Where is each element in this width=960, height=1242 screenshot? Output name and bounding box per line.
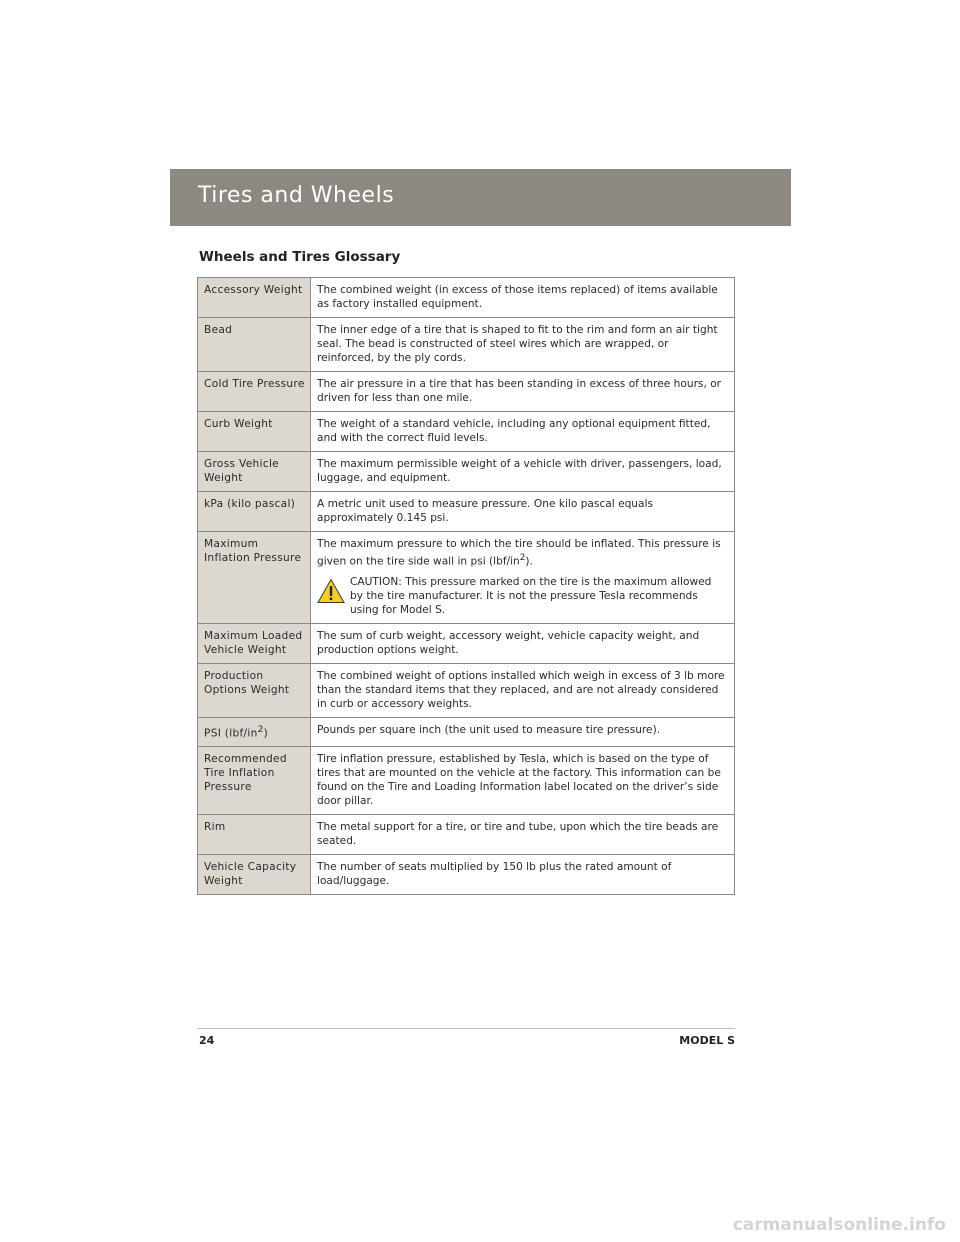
glossary-term: Maximum Loaded Vehicle Weight bbox=[198, 623, 311, 663]
glossary-term: Rim bbox=[198, 815, 311, 855]
glossary-term: Cold Tire Pressure bbox=[198, 372, 311, 412]
glossary-definition bbox=[311, 532, 735, 624]
definition-text-end: ). bbox=[525, 555, 533, 568]
caution-note bbox=[317, 575, 727, 617]
warning-triangle-icon bbox=[317, 578, 345, 604]
chapter-header-band bbox=[170, 169, 791, 226]
glossary-definition: A metric unit used to measure pressure. One kilo pascal equals approximately 0.145 psi. bbox=[311, 492, 735, 532]
glossary-row bbox=[198, 663, 735, 717]
glossary-definition: The weight of a standard vehicle, including any optional equipment fitted, and with the correct fluid levels. bbox=[311, 412, 735, 452]
glossary-row bbox=[198, 318, 735, 372]
glossary-definition: The combined weight (in excess of those items replaced) of items available as factory installed equipment. bbox=[311, 278, 735, 318]
glossary-row bbox=[198, 717, 735, 747]
term-text-main: PSI (lbf/in bbox=[204, 727, 258, 740]
superscript-2: 2 bbox=[257, 724, 264, 735]
glossary-row bbox=[198, 278, 735, 318]
glossary-row bbox=[198, 412, 735, 452]
page-number: 24 bbox=[199, 1034, 215, 1047]
glossary-row bbox=[198, 815, 735, 855]
glossary-row bbox=[198, 372, 735, 412]
caution-text: CAUTION: This pressure marked on the tire is the maximum allowed by the tire manufacturer. It is not the pressure Tesla recommends using for Model S. bbox=[350, 575, 712, 616]
glossary-definition: The number of seats multiplied by 150 lb plus the rated amount of load/luggage. bbox=[311, 855, 735, 895]
glossary-definition: The maximum permissible weight of a vehicle with driver, passengers, load, luggage, and equipment. bbox=[311, 452, 735, 492]
glossary-term: kPa (kilo pascal) bbox=[198, 492, 311, 532]
definition-text bbox=[317, 537, 727, 569]
glossary-term: Recommended Tire Inflation Pressure bbox=[198, 747, 311, 815]
footer-model-name: MODEL S bbox=[679, 1034, 735, 1047]
glossary-term: Maximum Inflation Pressure bbox=[198, 532, 311, 624]
glossary-definition: The inner edge of a tire that is shaped to fit to the rim and form an air tight seal. The bead is constructed of steel wires which are wrapped, or reinforced, by the ply cords. bbox=[311, 318, 735, 372]
term-text-end: ) bbox=[263, 727, 269, 740]
chapter-title: Tires and Wheels bbox=[198, 183, 395, 208]
glossary-row bbox=[198, 492, 735, 532]
glossary-row bbox=[198, 855, 735, 895]
glossary-term: Vehicle Capacity Weight bbox=[198, 855, 311, 895]
glossary-term: Production Options Weight bbox=[198, 663, 311, 717]
site-watermark: carmanualsonline.info bbox=[732, 1215, 946, 1235]
glossary-row bbox=[198, 747, 735, 815]
glossary-row bbox=[198, 532, 735, 624]
glossary-term: Accessory Weight bbox=[198, 278, 311, 318]
section-heading: Wheels and Tires Glossary bbox=[199, 249, 401, 265]
glossary-definition: The metal support for a tire, or tire and tube, upon which the tire beads are seated. bbox=[311, 815, 735, 855]
superscript-2: 2 bbox=[519, 553, 526, 563]
glossary-term bbox=[198, 717, 311, 747]
glossary-term: Gross Vehicle Weight bbox=[198, 452, 311, 492]
glossary-definition: Pounds per square inch (the unit used to measure tire pressure). bbox=[311, 717, 735, 747]
definition-text-main: The maximum pressure to which the tire should be inflated. This pressure is given on the tire side wall in psi (lbf/in bbox=[317, 538, 721, 568]
glossary-definition: The air pressure in a tire that has been standing in excess of three hours, or driven for less than one mile. bbox=[311, 372, 735, 412]
glossary-definition: Tire inflation pressure, established by Tesla, which is based on the type of tires that are mounted on the vehicle at the factory. This information can be found on the Tire and Loading Information label located on the driver’s side door pillar. bbox=[311, 747, 735, 815]
glossary-row bbox=[198, 623, 735, 663]
glossary-definition: The sum of curb weight, accessory weight, vehicle capacity weight, and production options weight. bbox=[311, 623, 735, 663]
glossary-table bbox=[197, 277, 735, 895]
glossary-term: Bead bbox=[198, 318, 311, 372]
footer-divider bbox=[197, 1028, 735, 1029]
glossary-row bbox=[198, 452, 735, 492]
glossary-definition: The combined weight of options installed which weigh in excess of 3 lb more than the standard items that they replaced, and are not already considered in curb or accessory weights. bbox=[311, 663, 735, 717]
glossary-term: Curb Weight bbox=[198, 412, 311, 452]
